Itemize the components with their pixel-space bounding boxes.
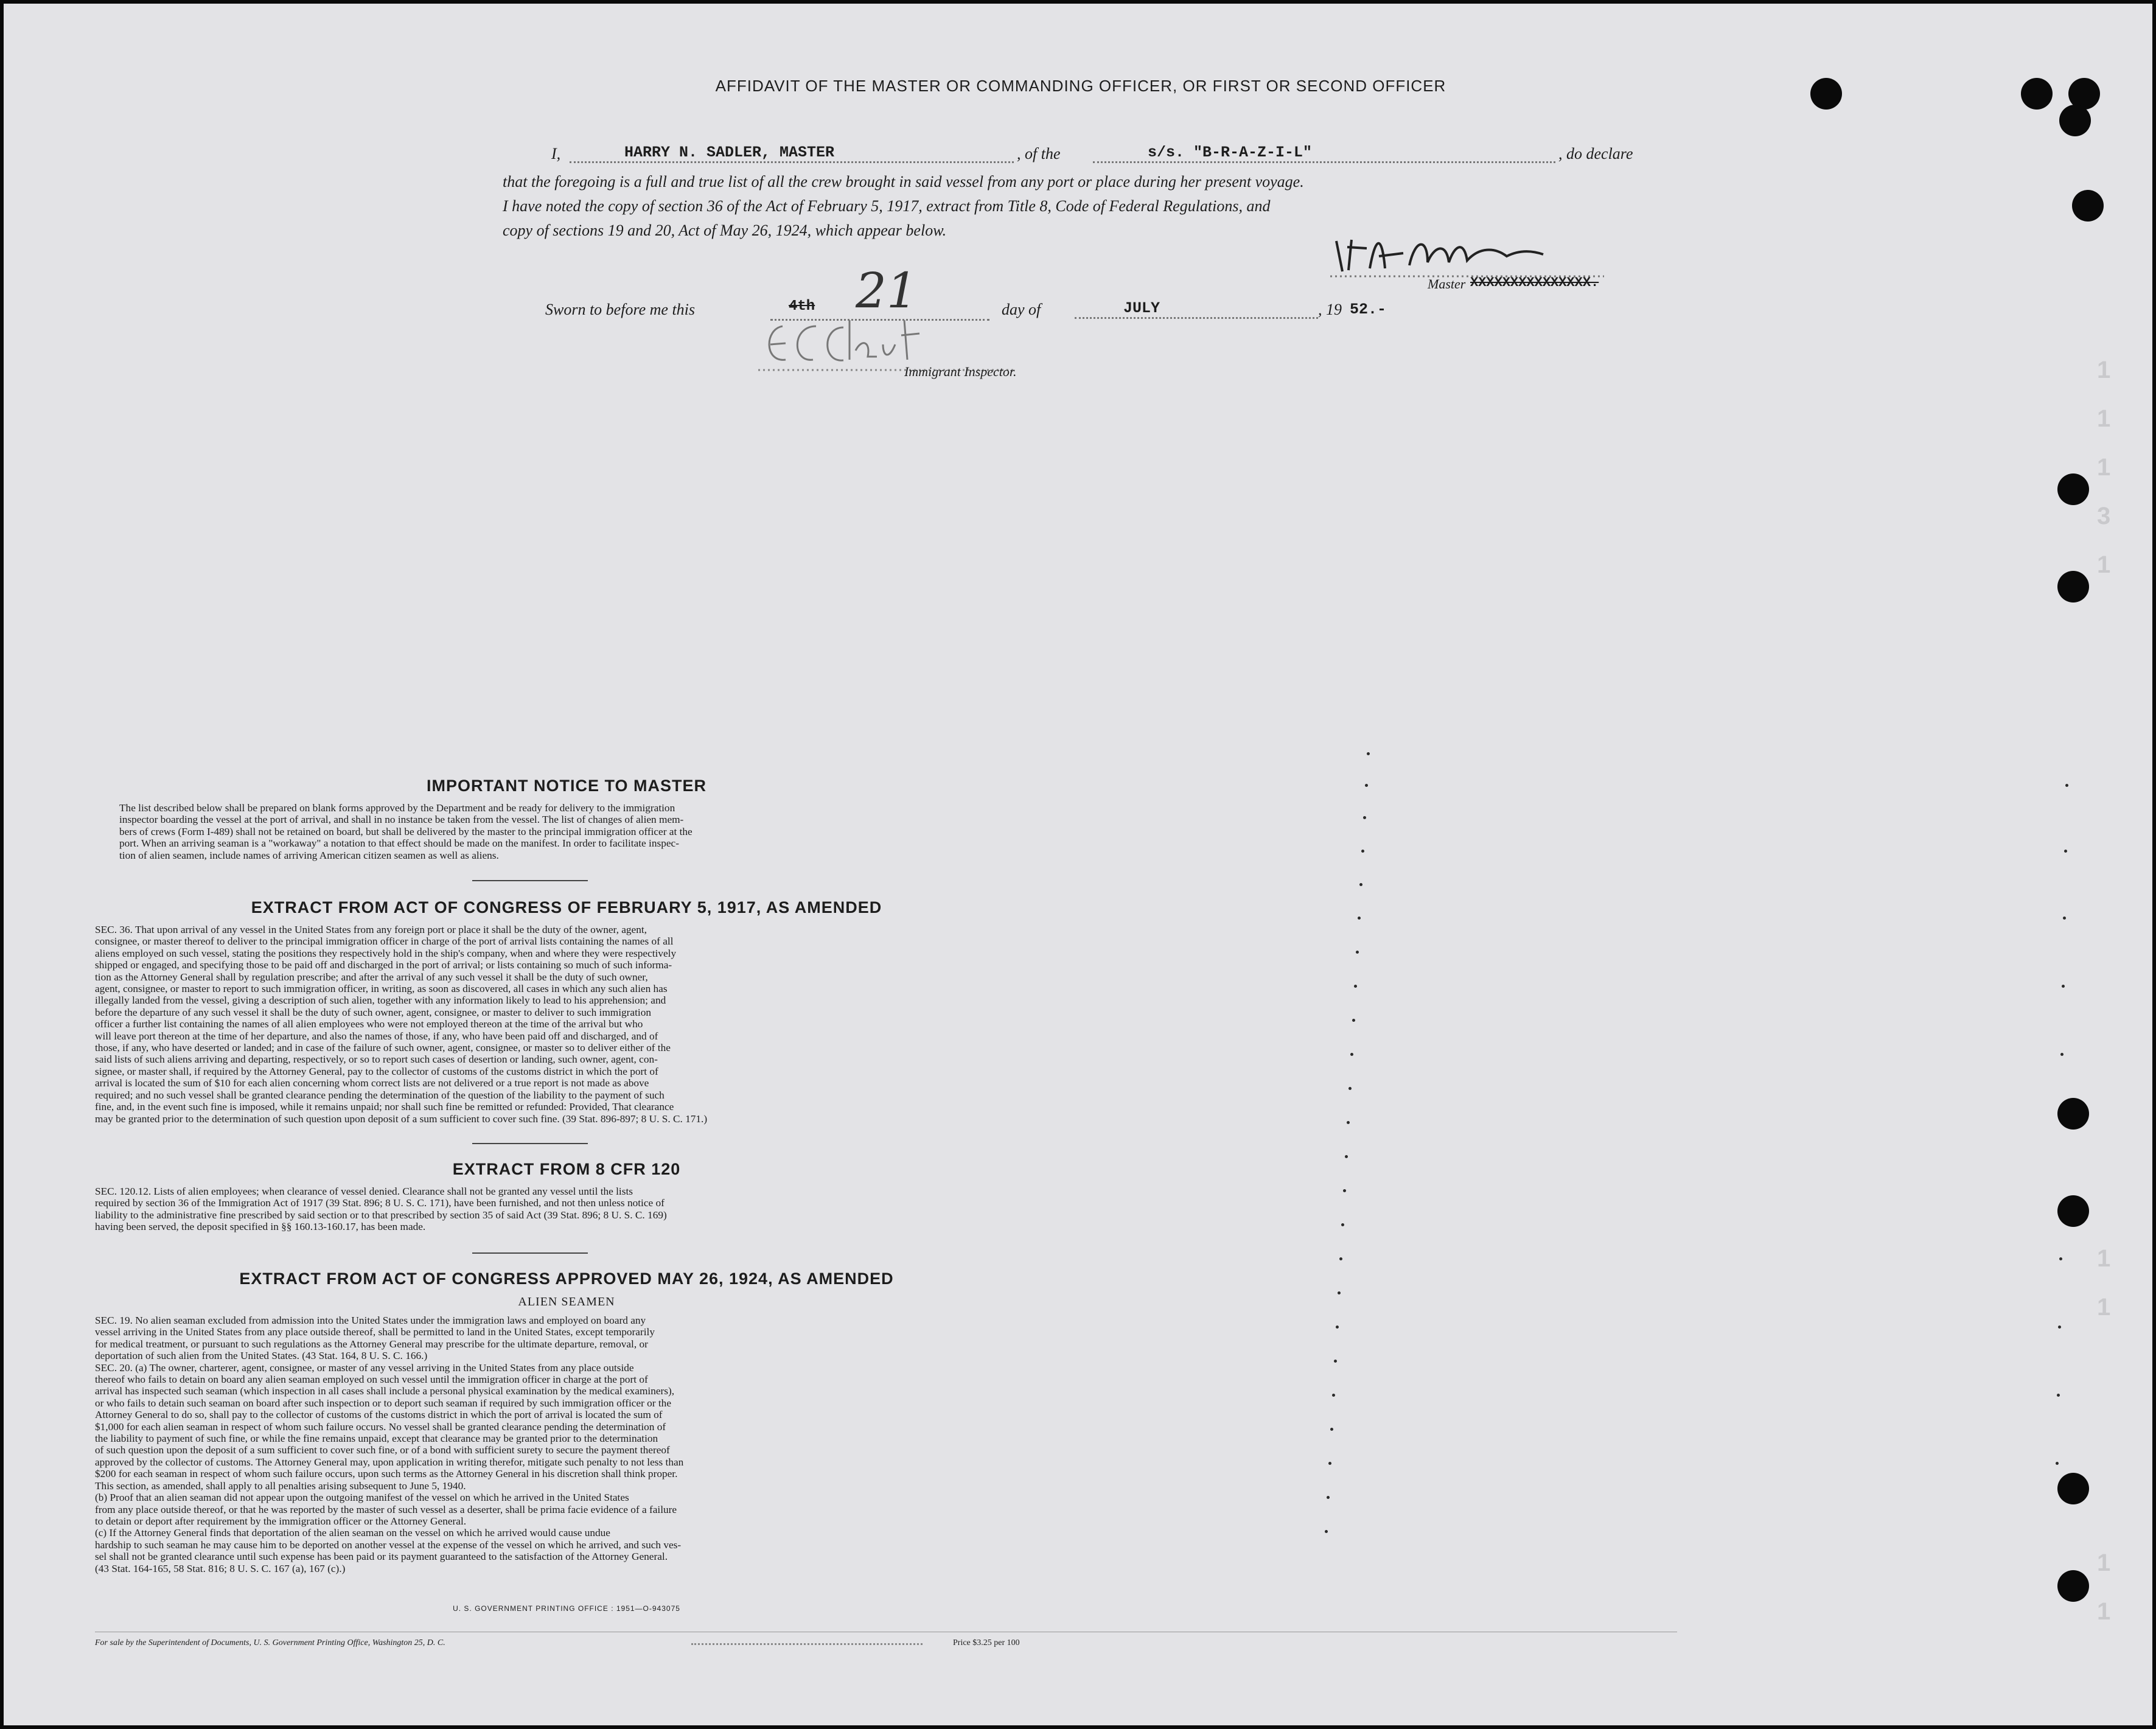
column-dot <box>1361 850 1364 853</box>
column-dot <box>1365 784 1368 787</box>
footer-leader <box>691 1643 923 1645</box>
day-of-label: day of <box>1002 301 1041 318</box>
column-dot <box>1343 1189 1346 1192</box>
column-dot <box>2060 1053 2064 1056</box>
bleed-through-mark: 1 <box>2097 357 2111 383</box>
column-dot <box>1363 816 1366 819</box>
column-dot <box>1352 1019 1355 1022</box>
sworn-label: Sworn to before me this <box>545 301 696 318</box>
bleed-through-mark: 1 <box>2097 454 2111 481</box>
punch-hole <box>2057 571 2089 603</box>
punch-hole <box>1810 78 1842 110</box>
column-dot <box>1345 1155 1348 1158</box>
cfr-text: SEC. 120.12. Lists of alien employees; when clearance of vessel denied. Clearance shall not be granted any vessel until the lists required by section 36 of the Immigration Act of 1917 (39 Stat. 896; 8 U. S. C. 171), have been furnished, and not then unless notice of liability to the administrative fine prescribed by said section or to that prescribed by section 35 of said Act (39 Stat. 896; 8 U. S. C. 169) having been served, the deposit specified in §§ 160.13-160.17, has been made. <box>95 1186 667 1233</box>
punch-hole <box>2057 1195 2089 1227</box>
affidavit-title: AFFIDAVIT OF THE MASTER OR COMMANDING OFFICER, OR FIRST OR SECOND OFFICER <box>715 77 1446 95</box>
do-declare-label: , do declare <box>1558 145 1633 162</box>
column-dot <box>1328 1462 1331 1465</box>
manifest-page <box>4 4 2152 1725</box>
master-struck-text: XXXXXXXXXXXXXXX. <box>1470 275 1599 290</box>
cfr-title: EXTRACT FROM 8 CFR 120 <box>452 1160 681 1178</box>
bleed-through-mark: 1 <box>2097 405 2111 432</box>
punch-hole <box>2057 473 2089 505</box>
divider <box>472 1143 588 1144</box>
inspector-label: Immigrant Inspector. <box>904 364 1017 379</box>
column-dot <box>1341 1223 1344 1226</box>
column-dot <box>1325 1530 1328 1533</box>
declaration-line-2: that the foregoing is a full and true list of all the crew brought in said vessel from any port or place during her present voyage. <box>503 173 1304 190</box>
column-dot <box>1358 917 1361 920</box>
column-dot <box>1359 883 1362 886</box>
column-dot <box>1334 1360 1337 1363</box>
bleed-through-mark: 1 <box>2097 1245 2111 1272</box>
bleed-through-mark: 1 <box>2097 1549 2111 1576</box>
column-dot <box>2065 784 2068 787</box>
declaration-line-3: I have noted the copy of section 36 of the Act of February 5, 1917, extract from Title 8, Code of Federal Regulations, and <box>503 197 1271 215</box>
punch-hole <box>2057 1098 2089 1130</box>
column-dot <box>1327 1496 1330 1499</box>
bleed-through-mark: 1 <box>2097 551 2111 578</box>
master-name-field: HARRY N. SADLER, MASTER <box>570 144 1014 163</box>
column-dot <box>1330 1428 1333 1431</box>
important-notice-title: IMPORTANT NOTICE TO MASTER <box>427 777 706 795</box>
column-dot <box>1367 752 1370 755</box>
footer-for-sale: For sale by the Superintendent of Documents, U. S. Government Printing Office, Washington 25, D. C. <box>95 1638 445 1647</box>
column-dot <box>1350 1053 1353 1056</box>
column-dot <box>2058 1326 2061 1329</box>
punch-hole <box>2059 105 2091 136</box>
gpo-imprint: U. S. GOVERNMENT PRINTING OFFICE : 1951—O-943075 <box>453 1604 680 1613</box>
column-dot <box>1356 951 1359 954</box>
declaration-prefix: I, <box>551 145 561 162</box>
column-dot <box>1354 985 1357 988</box>
column-dot <box>2056 1462 2059 1465</box>
column-dot <box>2062 985 2065 988</box>
bleed-through-mark: 3 <box>2097 503 2111 529</box>
bleed-through-mark: 1 <box>2097 1294 2111 1321</box>
sworn-day-handwritten: 21 <box>856 262 918 319</box>
act-1924-title: EXTRACT FROM ACT OF CONGRESS APPROVED MAY 26, 1924, AS AMENDED <box>239 1270 894 1288</box>
column-dot <box>1338 1291 1341 1294</box>
year-prefix: , 19 <box>1318 301 1342 318</box>
column-dot <box>2057 1394 2060 1397</box>
of-the-label: , of the <box>1017 145 1061 162</box>
year-suffix: 52.- <box>1350 301 1387 318</box>
sworn-month-field: JULY <box>1075 299 1318 319</box>
punch-hole <box>2057 1570 2089 1602</box>
column-dot <box>2059 1257 2062 1260</box>
divider <box>472 1252 588 1254</box>
sworn-day-struck: 4th <box>789 298 815 315</box>
punch-hole <box>2072 190 2104 222</box>
punch-hole <box>2057 1473 2089 1504</box>
punch-hole <box>2021 78 2053 110</box>
column-dot <box>1348 1087 1352 1090</box>
column-dot <box>1336 1326 1339 1329</box>
footer-price: Price $3.25 per 100 <box>953 1638 1020 1647</box>
vessel-name-field: s/s. "B-R-A-Z-I-L" <box>1093 144 1555 163</box>
master-label: Master <box>1428 276 1466 292</box>
act-1917-title: EXTRACT FROM ACT OF CONGRESS OF FEBRUARY 5, 1917, AS AMENDED <box>251 898 882 917</box>
act-1917-text: SEC. 36. That upon arrival of any vessel in the United States from any foreign port or place it shall be the duty of the owner, agent, consignee, or master thereof to deliver to the principal immigration officer in charge of the port of arrival lists containing the names of all aliens employed on such vessel, stating the positions they respectively hold in the ship's company, when and where they were respectively shipped or engaged, and specifying those to be paid off and discharged in the port of arrival; or lists containing so much of such informa- tion as the Attorney General shall by regulation prescribe; and after the arrival of any such vessel it shall be the duty of such owner, agent, consignee, or master to report to such immigration officer, in writing, as soon as discovered, all cases in which any such alien has illegally landed from the vessel, giving a description of such alien, together with any information likely to lead to his apprehension; and before the departure of any such vessel it shall be the duty of such owner, agent, consignee, or master to deliver to such immigration officer a further list containing the names of all alien employees who were not employed thereon at the time of the arrival but who will leave port thereon at the time of her departure, and also the names of those, if any, who have been paid off and discharged, and of those, if any, who have deserted or landed; and in case of the failure of such owner, agent, consignee, or master so to deliver either of the said lists of such aliens arriving and departing, respectively, or so to report such cases of desertion or landing, such owner, agent, con- signee, or master shall, if required by the Attorney General, pay to the collector of customs of the customs district in which the port of arrival is located the sum of $10 for each alien concerning whom correct lists are not delivered or a true report is not made as above required; and no such vessel shall be granted clearance pending the determination of the question of the liability to the payment of such fine, and, in the event such fine is imposed, while it remains unpaid; nor shall such fine be remitted or refunded: Provided, That clearance may be granted prior to the determination of such question upon deposit of a sum sufficient to cover such fine. (39 Stat. 896-897; 8 U. S. C. 171.) <box>95 924 708 1125</box>
column-dot <box>1332 1394 1335 1397</box>
column-dot <box>1347 1121 1350 1124</box>
declaration-line-4: copy of sections 19 and 20, Act of May 26, 1924, which appear below. <box>503 222 947 239</box>
column-dot <box>2064 850 2067 853</box>
alien-seamen-subtitle: ALIEN SEAMEN <box>518 1295 615 1308</box>
act-1924-text: SEC. 19. No alien seaman excluded from admission into the United States under the immigration laws and employed on board any vessel arriving in the United States from any place outside thereof, shall be permitted to land in the United States, except temporarily for medical treatment, or pursuant to such regulations as the Attorney General may prescribe for the ultimate departure, removal, or deportation of such alien from the United States. (43 Stat. 164, 8 U. S. C. 166.) SEC. 20. (a) The owner, charterer, agent, consignee, or master of any vessel arriving in the United States from any place outside thereof who fails to detain on board any alien seaman employed on such vessel until the immigration officer in charge at the port of arrival has inspected such seaman (which inspection in all cases shall include a personal physical examination by the medical examiners), or who fails to detain such seaman on board after such inspection or to deport such seaman if required by such immigration officer or the Attorney General to do so, shall pay to the collector of customs of the customs district in which the port of arrival is located the sum of $1,000 for each alien seaman in respect of whom such failure occurs. No vessel shall be granted clearance pending the determination of the liability to payment of such fine, or while the fine remains unpaid, except that clearance may be granted prior to the determination of such question upon the deposit of a sum sufficient to cover such fine, or of a bond with sufficient surety to secure the payment thereof approved by the collector of customs. The Attorney General may, upon application in writing therefor, mitigate such penalty to not less than $200 for each seaman in respect of whom such failure occurs, upon such terms as the Attorney General in his discretion shall think proper. This section, as amended, shall apply to all penalties arising subsequent to June 5, 1940. (b) Proof that an alien seaman did not appear upon the outgoing manifest of the vessel on which he arrived in the United States from any place outside thereof, or that he was reported by the master of such vessel as a deserter, shall be prima facie evidence of a failure to detain or deport after requirement by the immigration officer or the Attorney General. (c) If the Attorney General finds that deportation of the alien seaman on the vessel on which he arrived would cause undue hardship to such seaman he may cause him to be deported on another vessel at the expense of the vessel on which he arrived, and such ves- sel shall not be granted clearance until such expense has been paid or its payment guaranteed to the satisfaction of the Attorney General. (43 Stat. 164-165, 58 Stat. 816; 8 U. S. C. 167 (a), 167 (c).) <box>95 1315 684 1574</box>
divider <box>472 880 588 881</box>
important-notice-text: The list described below shall be prepared on blank forms approved by the Department and be ready for delivery to the immigration inspector boarding the vessel at the port of arrival, and shall in no instance be taken from the vessel. The list of changes of alien mem- bers of crews (Form I-489) shall not be retained on board, but shall be delivered by the master to the principal immigration officer at the port. When an arriving seaman is a "workaway" a notation to that effect should be made on the manifest. In order to facilitate inspec- tion of alien seamen, include names of arriving American citizen seamen as well as aliens. <box>119 802 693 861</box>
column-dot <box>2063 917 2066 920</box>
column-dot <box>1339 1257 1342 1260</box>
bleed-through-mark: 1 <box>2097 1598 2111 1625</box>
